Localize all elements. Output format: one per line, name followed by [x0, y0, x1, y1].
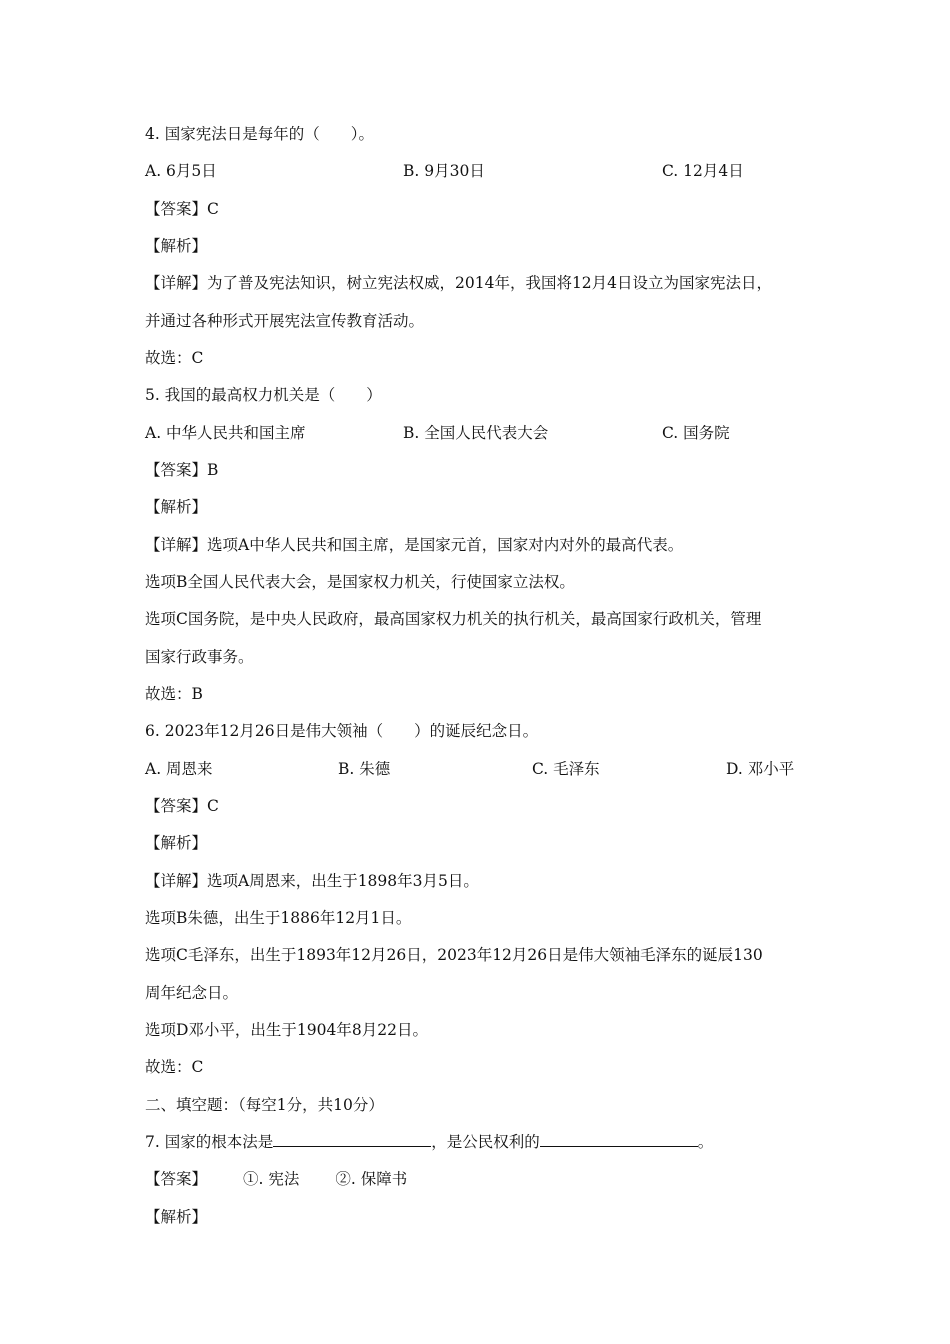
q7-analysis-label: 【解析】: [145, 1208, 208, 1226]
q4-option-a: A. 6月5日: [145, 162, 217, 180]
q7-answer-2: ②. 保障书: [335, 1170, 408, 1188]
q6-detail-line-1: 【详解】选项A周恩来，出生于1898年3月5日。: [145, 872, 479, 890]
q6-option-c: C. 毛泽东: [532, 760, 600, 778]
q4-option-c: C. 12月4日: [662, 162, 744, 180]
q6-choice: 故选：C: [145, 1058, 204, 1076]
q4-option-b: B. 9月30日: [403, 162, 485, 180]
q5-answer: 【答案】B: [145, 461, 219, 479]
q7-stem: [145, 1132, 713, 1152]
q4-choice: 故选：C: [145, 349, 204, 367]
q7-blank-1: [273, 1132, 431, 1147]
q7-stem-part-2: ，是公民权利的: [431, 1133, 540, 1151]
q7-stem-part-1: 7. 国家的根本法是: [145, 1133, 274, 1151]
section-heading: 二、填空题：（每空1分，共10分）: [145, 1096, 384, 1114]
q4-answer: 【答案】C: [145, 200, 219, 218]
q7-blank-2: [540, 1132, 698, 1147]
q5-stem: 5. 我国的最高权力机关是（ ）: [145, 386, 382, 404]
q5-option-a: A. 中华人民共和国主席: [145, 424, 306, 442]
q5-detail-line-1: 【详解】选项A中华人民共和国主席，是国家元首，国家对内对外的最高代表。: [145, 536, 684, 554]
q4-detail-line-2: 并通过各种形式开展宪法宣传教育活动。: [145, 312, 425, 330]
q4-stem: 4. 国家宪法日是每年的（ ）。: [145, 125, 374, 143]
q6-detail-line-4: 周年纪念日。: [145, 984, 239, 1002]
q5-choice: 故选：B: [145, 685, 203, 703]
q5-detail-line-3: 选项C国务院，是中央人民政府，最高国家权力机关的执行机关，最高国家行政机关，管理: [145, 610, 762, 628]
q5-option-c: C. 国务院: [662, 424, 730, 442]
q6-detail-line-2: 选项B朱德，出生于1886年12月1日。: [145, 909, 412, 927]
q4-detail-line-1: 【详解】为了普及宪法知识，树立宪法权威，2014年，我国将12月4日设立为国家宪法日，: [145, 274, 773, 292]
q5-analysis-label: 【解析】: [145, 498, 208, 516]
q6-analysis-label: 【解析】: [145, 834, 208, 852]
q5-option-b: B. 全国人民代表大会: [403, 424, 549, 442]
q7-stem-part-3: 。: [697, 1133, 714, 1151]
q5-detail-line-4: 国家行政事务。: [145, 648, 254, 666]
q4-analysis-label: 【解析】: [145, 237, 208, 255]
q6-option-d: D. 邓小平: [726, 760, 795, 778]
q6-option-b: B. 朱德: [338, 760, 391, 778]
q5-detail-line-2: 选项B全国人民代表大会，是国家权力机关，行使国家立法权。: [145, 573, 575, 591]
q6-detail-line-5: 选项D邓小平，出生于1904年8月22日。: [145, 1021, 428, 1039]
q7-answer-row: [145, 1169, 407, 1189]
q6-answer: 【答案】C: [145, 797, 219, 815]
q6-detail-line-3: 选项C毛泽东，出生于1893年12月26日，2023年12月26日是伟大领袖毛泽东的诞辰130: [145, 946, 763, 964]
q6-option-a: A. 周恩来: [145, 760, 213, 778]
q7-answer-1: ①. 宪法: [243, 1170, 300, 1188]
q6-stem: 6. 2023年12月26日是伟大领袖（ ）的诞辰纪念日。: [145, 722, 539, 740]
q7-answer-label: 【答案】: [145, 1170, 208, 1188]
